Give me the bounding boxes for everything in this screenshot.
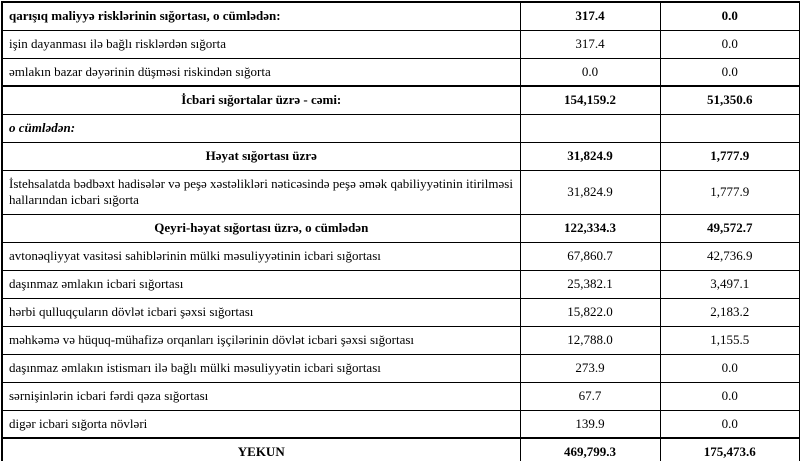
table-row bbox=[2, 142, 800, 170]
table-row bbox=[2, 58, 800, 86]
row-value-2: 0.0 bbox=[660, 382, 800, 410]
row-label: İcbari sığortalar üzrə - cəmi: bbox=[2, 86, 520, 114]
row-label: İstehsalatda bədbəxt hadisələr və peşə xəstəlikləri nəticəsində peşə əmək qabiliyyətinin itirilməsi hallarından icbari sığorta bbox=[2, 170, 520, 214]
row-value-1: 122,334.3 bbox=[520, 214, 660, 242]
row-label: Qeyri-həyat sığortası üzrə, o cümlədən bbox=[2, 214, 520, 242]
row-value-1: 273.9 bbox=[520, 354, 660, 382]
row-value-1: 31,824.9 bbox=[520, 170, 660, 214]
row-label: sərnişinlərin icbari fərdi qəza sığortası bbox=[2, 382, 520, 410]
row-value-1: 317.4 bbox=[520, 2, 660, 30]
row-value-1: 317.4 bbox=[520, 30, 660, 58]
row-value-1: 469,799.3 bbox=[520, 438, 660, 461]
row-label: Həyat sığortası üzrə bbox=[2, 142, 520, 170]
row-value-2: 0.0 bbox=[660, 30, 800, 58]
table-row bbox=[2, 382, 800, 410]
table-row bbox=[2, 438, 800, 461]
row-label: əmlakın bazar dəyərinin düşməsi riskindən sığorta bbox=[2, 58, 520, 86]
row-value-2: 1,155.5 bbox=[660, 326, 800, 354]
table-row bbox=[2, 270, 800, 298]
row-value-1: 0.0 bbox=[520, 58, 660, 86]
row-label: daşınmaz əmlakın icbari sığortası bbox=[2, 270, 520, 298]
row-value-1 bbox=[520, 114, 660, 142]
row-value-1: 154,159.2 bbox=[520, 86, 660, 114]
row-value-2: 2,183.2 bbox=[660, 298, 800, 326]
row-label: məhkəmə və hüquq-mühafizə orqanları işçilərinin dövlət icbari şəxsi sığortası bbox=[2, 326, 520, 354]
row-value-1: 67.7 bbox=[520, 382, 660, 410]
row-value-2: 1,777.9 bbox=[660, 142, 800, 170]
row-value-1: 12,788.0 bbox=[520, 326, 660, 354]
row-value-2: 42,736.9 bbox=[660, 242, 800, 270]
row-value-2 bbox=[660, 114, 800, 142]
row-value-2: 0.0 bbox=[660, 354, 800, 382]
row-value-1: 139.9 bbox=[520, 410, 660, 438]
table-row bbox=[2, 2, 800, 30]
row-value-1: 15,822.0 bbox=[520, 298, 660, 326]
row-label: hərbi qulluqçuların dövlət icbari şəxsi sığortası bbox=[2, 298, 520, 326]
table-row bbox=[2, 242, 800, 270]
table-row bbox=[2, 410, 800, 438]
row-value-1: 25,382.1 bbox=[520, 270, 660, 298]
row-label: digər icbari sığorta növləri bbox=[2, 410, 520, 438]
table-row bbox=[2, 214, 800, 242]
row-value-1: 67,860.7 bbox=[520, 242, 660, 270]
row-value-2: 0.0 bbox=[660, 2, 800, 30]
row-value-2: 0.0 bbox=[660, 410, 800, 438]
row-value-2: 1,777.9 bbox=[660, 170, 800, 214]
table-row bbox=[2, 30, 800, 58]
table-row bbox=[2, 170, 800, 214]
row-label: qarışıq maliyyə risklərinin sığortası, o cümlədən: bbox=[2, 2, 520, 30]
row-label: daşınmaz əmlakın istismarı ilə bağlı mülki məsuliyyətin icbari sığortası bbox=[2, 354, 520, 382]
row-value-1: 31,824.9 bbox=[520, 142, 660, 170]
row-value-2: 51,350.6 bbox=[660, 86, 800, 114]
table-row bbox=[2, 326, 800, 354]
row-value-2: 175,473.6 bbox=[660, 438, 800, 461]
row-label: o cümlədən: bbox=[2, 114, 520, 142]
row-label: avtonəqliyyat vasitəsi sahiblərinin mülki məsuliyyətinin icbari sığortası bbox=[2, 242, 520, 270]
row-label: işin dayanması ilə bağlı risklərdən sığorta bbox=[2, 30, 520, 58]
row-label: YEKUN bbox=[2, 438, 520, 461]
row-value-2: 0.0 bbox=[660, 58, 800, 86]
insurance-table bbox=[1, 1, 800, 461]
table-row bbox=[2, 114, 800, 142]
table-row bbox=[2, 354, 800, 382]
row-value-2: 49,572.7 bbox=[660, 214, 800, 242]
table-row bbox=[2, 298, 800, 326]
table-row bbox=[2, 86, 800, 114]
row-value-2: 3,497.1 bbox=[660, 270, 800, 298]
